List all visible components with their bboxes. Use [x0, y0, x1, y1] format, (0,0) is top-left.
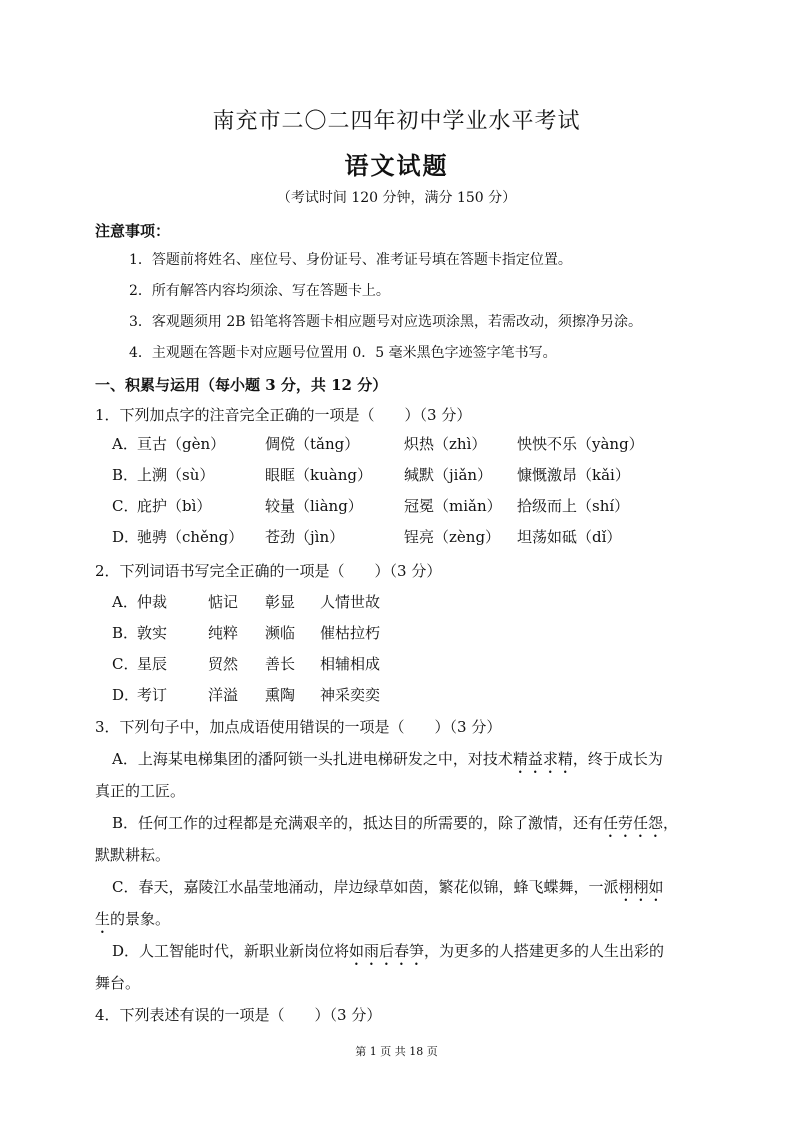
option-item: 眼眶（kuàng）: [265, 466, 372, 484]
option-item: 催枯拉朽: [320, 624, 381, 642]
option-row: [0, 464, 793, 488]
option-item: 熏陶: [265, 686, 296, 704]
option-b-idiom: 任劳任怨: [603, 814, 664, 832]
option-item: 神采奕奕: [320, 686, 381, 704]
option-label: B．: [112, 466, 139, 484]
option-item: 敦实: [137, 624, 168, 642]
option-item: 冠冕（miǎn）: [404, 497, 502, 515]
option-item: 星辰: [137, 655, 168, 673]
option-row: [0, 653, 793, 677]
question-3-option-c-line-1: [112, 876, 664, 905]
question-3-option-d-line-2: 舞台。: [95, 974, 141, 992]
option-row: [0, 433, 793, 457]
option-item: 贸然: [208, 655, 239, 673]
question-3-option-d-line-1: [112, 940, 664, 969]
question-3-stem: 3．下列句子中，加点成语使用错误的一项是（ ）（3 分）: [95, 718, 502, 736]
question-3-option-c-line-2: [95, 908, 170, 937]
option-d-text-end: ，为更多的人搭建更多的人生出彩的: [424, 942, 665, 960]
option-label: C．: [112, 497, 139, 515]
option-label: B．: [112, 624, 139, 642]
option-item: 濒临: [265, 624, 296, 642]
option-a-text-end: ，终于成长为: [572, 750, 663, 768]
option-d-text: D．人工智能时代，新职业新岗位将: [112, 942, 350, 960]
option-item: 怏怏不乐（yàng）: [517, 435, 644, 453]
option-item: 人情世故: [320, 593, 381, 611]
option-item: 苍劲（jìn）: [265, 528, 345, 546]
option-item: 相辅相成: [320, 655, 381, 673]
note-item-4: 4．主观题在答题卡对应题号位置用 0．5 毫米黑色字迹签字笔书写。: [129, 345, 557, 361]
option-label: D．: [112, 528, 140, 546]
note-item-2: 2．所有解答内容均须涂、写在答题卡上。: [129, 283, 390, 299]
option-item: 考订: [137, 686, 168, 704]
note-item-3: 3．客观题须用 2B 铅笔将答题卡相应题号对应选项涂黑，若需改动，须擦净另涂。: [129, 314, 643, 330]
option-item: 较量（liàng）: [265, 497, 363, 515]
option-item: 彰显: [265, 593, 296, 611]
option-label: A．: [112, 435, 138, 453]
notes-heading: 注意事项：: [95, 222, 171, 240]
option-item: 坦荡如砥（dǐ）: [517, 528, 622, 546]
question-3-option-a-line-1: [112, 748, 663, 777]
option-item: 亘古（gèn）: [137, 435, 226, 453]
option-item: 慷慨激昂（kǎi）: [517, 466, 630, 484]
option-item: 炽热（zhì）: [404, 435, 487, 453]
question-3-option-a-line-2: 真正的工匠。: [95, 782, 186, 800]
question-4-stem: 4．下列表述有误的一项是（ ）（3 分）: [95, 1006, 382, 1024]
option-row: [0, 526, 793, 550]
question-2-stem: 2．下列词语书写完全正确的一项是（ ）（3 分）: [95, 562, 442, 580]
question-1-stem: 1．下列加点字的注音完全正确的一项是（ ）（3 分）: [95, 406, 472, 424]
option-item: 上溯（sù）: [137, 466, 215, 484]
option-item: 拾级而上（shí）: [517, 497, 630, 515]
option-c-text-end: 的景象。: [110, 910, 171, 928]
option-c-text: C．春天，嘉陵江水晶莹地涌动，岸边绿草如茵，繁花似锦，蜂飞蝶舞，一派: [112, 878, 619, 896]
exam-title: 南充市二〇二四年初中学业水平考试: [212, 109, 581, 134]
option-row: [0, 495, 793, 519]
option-b-text: B．任何工作的过程都是充满艰辛的，抵达目的所需要的，除了激情，还有: [112, 814, 604, 832]
section-1-heading: 一、积累与运用（每小题 3 分，共 12 分）: [95, 376, 388, 394]
option-item: 纯粹: [208, 624, 239, 642]
question-3-option-b-line-2: 默默耕耘。: [95, 846, 171, 864]
option-a-idiom: 精益求精: [512, 750, 573, 768]
option-row: [0, 622, 793, 646]
option-item: 驰骋（chěng）: [137, 528, 244, 546]
exam-time-info: （考试时间 120 分钟，满分 150 分）: [276, 190, 517, 206]
option-item: 洋溢: [208, 686, 239, 704]
option-b-text-end: ，: [663, 814, 679, 832]
option-label: C．: [112, 655, 139, 673]
option-item: 善长: [265, 655, 296, 673]
option-row: [0, 591, 793, 615]
note-item-1: 1．答题前将姓名、座位号、身份证号、准考证号填在答题卡指定位置。: [129, 252, 572, 268]
option-a-text: A．上海某电梯集团的潘阿锁一头扎进电梯研发之中，对技术: [112, 750, 513, 768]
option-item: 仲裁: [137, 593, 168, 611]
option-item: 惦记: [208, 593, 239, 611]
option-label: A．: [112, 593, 138, 611]
option-label: D．: [112, 686, 140, 704]
option-item: 庇护（bì）: [137, 497, 212, 515]
question-3-option-b-line-1: [112, 812, 678, 841]
option-c-idiom-end: 生: [95, 910, 111, 928]
page-footer: 第 1 页 共 18 页: [355, 1045, 438, 1058]
option-item: 倜傥（tǎng）: [265, 435, 360, 453]
option-item: 缄默（jiǎn）: [404, 466, 493, 484]
option-item: 锃亮（zèng）: [404, 528, 501, 546]
option-c-idiom: 栩栩如: [618, 878, 664, 896]
option-row: [0, 684, 793, 708]
exam-subtitle: 语文试题: [344, 151, 449, 180]
option-d-idiom: 如雨后春笋: [349, 942, 425, 960]
